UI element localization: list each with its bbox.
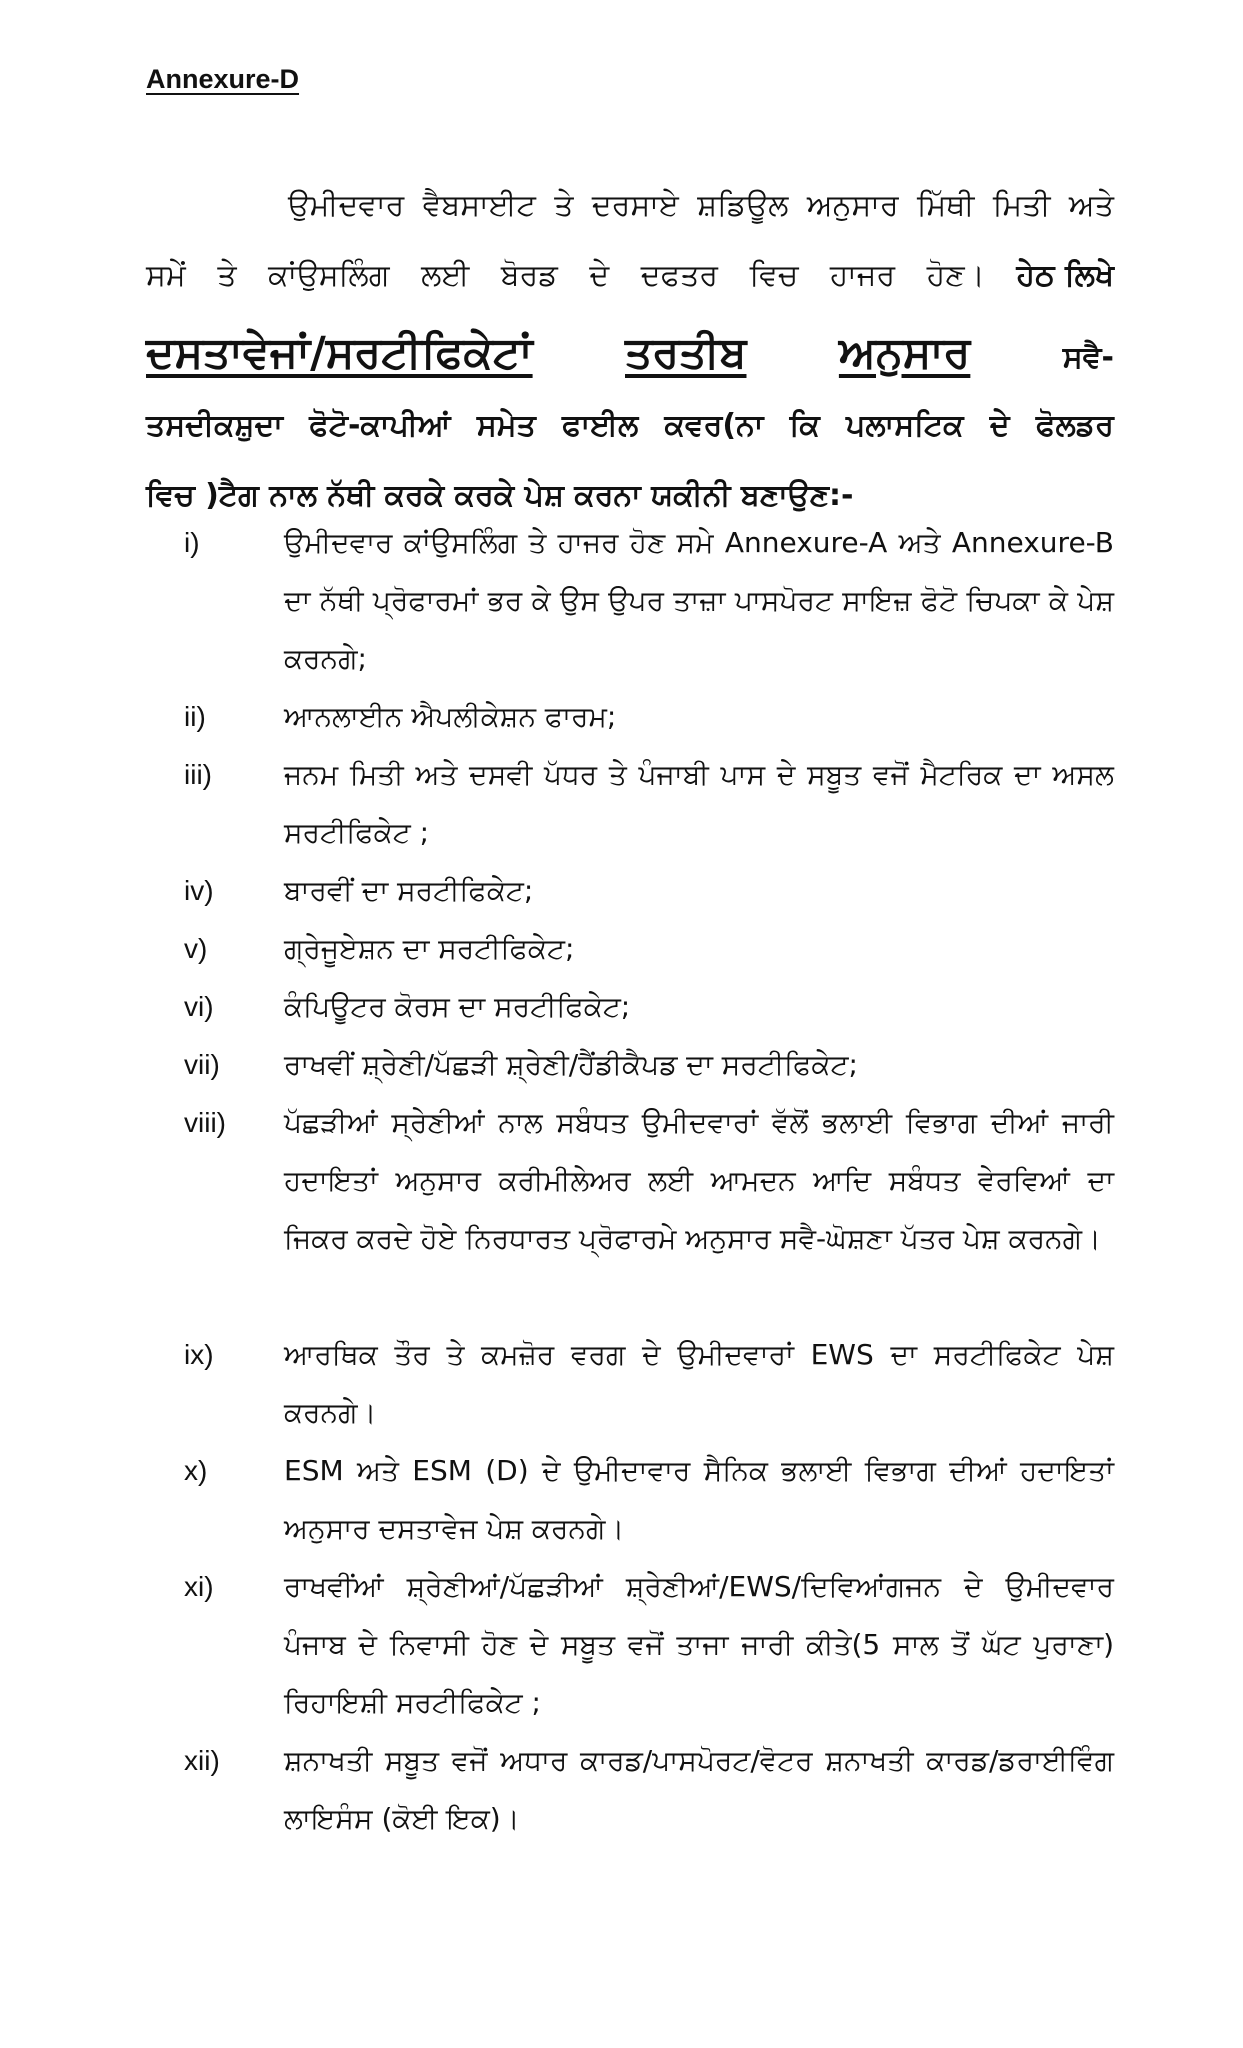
- list-item-number: xii): [184, 1745, 220, 1776]
- list-item-number: xi): [184, 1571, 214, 1602]
- intro-line-3: [146, 328, 1114, 408]
- list-item-number: iv): [184, 875, 214, 906]
- intro-word: ਦੇ: [989, 408, 1010, 443]
- intro-word: ਬੋਰਡ: [500, 258, 558, 293]
- list-item-number: vi): [184, 991, 214, 1022]
- list-item-number: iii): [184, 759, 212, 790]
- emphasis-heading-word: ਤਰਤੀਬ: [625, 328, 747, 378]
- intro-line-text: ਵਿਚ )ਟੈਗ ਨਾਲ ਨੱਥੀ ਕਰਕੇ ਕਰਕੇ ਪੇਸ਼ ਕਰਨਾ ਯਕੀਨੀ ਬਣਾਉਣ:-: [146, 478, 854, 513]
- intro-word: ਤਸਦੀਕਸ਼ੁਦਾ: [146, 408, 283, 443]
- intro-word: ਫੋਲਡਰ: [1035, 408, 1114, 443]
- intro-word: ਦੇ: [589, 258, 610, 293]
- intro-word: ਵਿਚ: [749, 258, 799, 293]
- intro-word: ਕਿ: [789, 408, 820, 443]
- intro-word: ਦਫਤਰ: [640, 258, 719, 293]
- list-item-text: ESM ਅਤੇ ESM (D) ਦੇ ਉਮੀਦਾਵਾਰ ਸੈਨਿਕ ਭਲਾਈ ਵਿਭਾਗ ਦੀਆਂ ਹਦਾਇਤਾਂ ਅਨੁਸਾਰ ਦਸਤਾਵੇਜ ਪੇਸ਼ ਕਰਨਗੇ।: [284, 1454, 1114, 1545]
- intro-word: ਅਤੇ: [1068, 188, 1114, 223]
- list-item-number: i): [184, 527, 200, 558]
- intro-word: ਵੈਬਸਾਈਟ: [422, 188, 536, 223]
- list-item-text: ਰਾਖਵੀਂ ਸ਼੍ਰੇਣੀ/ਪੱਛੜੀ ਸ਼੍ਰੇਣੀ/ਹੈਂਡੀਕੈਪਡ ਦਾ ਸਰਟੀਫਿਕੇਟ;: [284, 1048, 858, 1081]
- emphasis-heading-word: ਅਨੁਸਾਰ: [838, 328, 971, 378]
- list-item-number: v): [184, 933, 208, 964]
- list-item-number: ii): [184, 701, 206, 732]
- list-item-number: viii): [184, 1107, 226, 1138]
- intro-word: ਅਨੁਸਾਰ: [806, 188, 899, 223]
- annexure-title: Annexure-D: [146, 64, 300, 94]
- intro-word: ਤੇ: [554, 188, 574, 223]
- intro-line-2: [146, 258, 1114, 328]
- intro-word: ਹੋਣ।: [926, 258, 985, 293]
- list-item-text: ਬਾਰਵੀਂ ਦਾ ਸਰਟੀਫਿਕੇਟ;: [284, 874, 534, 907]
- intro-line-4: [146, 408, 1114, 478]
- intro-word: ਸਮੇਂ: [146, 258, 186, 293]
- intro-bold-phrase: ਹੇਠ ਲਿਖੇ: [1016, 258, 1114, 293]
- list-item-text: ਕੰਪਿਊਟਰ ਕੋਰਸ ਦਾ ਸਰਟੀਫਿਕੇਟ;: [284, 990, 631, 1023]
- intro-word: ਹਾਜਰ: [829, 258, 896, 293]
- intro-word: ਫੋਟੋ-ਕਾਪੀਆਂ: [309, 408, 451, 443]
- list-item-text: ਆਰਥਿਕ ਤੌਰ ਤੇ ਕਮਜ਼ੋਰ ਵਰਗ ਦੇ ਉਮੀਦਵਾਰਾਂ EWS ਦਾ ਸਰਟੀਫਿਕੇਟ ਪੇਸ਼ ਕਰਨਗੇ।: [284, 1338, 1114, 1429]
- intro-word: ਦਰਸਾਏ: [591, 188, 679, 223]
- list-item-text: ਆਨਲਾਈਨ ਐਪਲੀਕੇਸ਼ਨ ਫਾਰਮ;: [284, 700, 617, 733]
- list-item-number: ix): [184, 1339, 214, 1370]
- intro-paragraph: [146, 188, 1114, 548]
- intro-word: ਸਮੇਤ: [476, 408, 536, 443]
- list-item-text: ਜਨਮ ਮਿਤੀ ਅਤੇ ਦਸਵੀ ਪੱਧਰ ਤੇ ਪੰਜਾਬੀ ਪਾਸ ਦੇ ਸਬੂਤ ਵਜੋਂ ਮੈਟਰਿਕ ਦਾ ਅਸਲ ਸਰਟੀਫਿਕੇਟ ;: [284, 758, 1114, 849]
- intro-word: ਲਈ: [421, 258, 470, 293]
- intro-word: ਕਵਰ(ਨਾ: [664, 408, 764, 443]
- list-item-number: x): [184, 1455, 208, 1486]
- intro-word: ਮਿੱਥੀ: [916, 188, 975, 223]
- list-item-number: vii): [184, 1049, 220, 1080]
- intro-word: ਤੇ: [217, 258, 237, 293]
- list-item-text: ਗ੍ਰੇਜੂਏਸ਼ਨ ਦਾ ਸਰਟੀਫਿਕੇਟ;: [284, 932, 575, 965]
- intro-word: ਸ਼ਡਿਊਲ: [697, 188, 789, 223]
- list-item-text: ਉਮੀਦਵਾਰ ਕਾਂਉਸਲਿੰਗ ਤੇ ਹਾਜਰ ਹੋਣ ਸਮੇ Annexure-A ਅਤੇ Annexure-B ਦਾ ਨੱਥੀ ਪ੍ਰੋਫਾਰਮਾਂ ਭਰ ਕੇ ਉਸ ਉਪਰ ਤਾਜ਼ਾ ਪਾਸਪੋਰਟ ਸਾਇਜ਼ ਫੋਟੋ ਚਿਪਕਾ ਕੇ ਪੇਸ਼ ਕਰਨਗੇ;: [284, 526, 1114, 675]
- list-item-text: ਰਾਖਵੀਂਆਂ ਸ਼੍ਰੇਣੀਆਂ/ਪੱਛੜੀਆਂ ਸ਼੍ਰੇਣੀਆਂ/EWS/ਦਿਵਿਆਂਗਜਨ ਦੇ ਉਮੀਦਵਾਰ ਪੰਜਾਬ ਦੇ ਨਿਵਾਸੀ ਹੋਣ ਦੇ ਸਬੂਤ ਵਜੋਂ ਤਾਜਾ ਜਾਰੀ ਕੀਤੇ(5 ਸਾਲ ਤੋਂ ਘੱਟ ਪੁਰਾਣਾ) ਰਿਹਾਇਸ਼ੀ ਸਰਟੀਫਿਕੇਟ ;: [284, 1570, 1114, 1719]
- intro-word: ਫਾਈਲ: [562, 408, 639, 443]
- emphasis-heading-word: ਦਸਤਾਵੇਜਾਂ/ਸਰਟੀਫਿਕੇਟਾਂ: [146, 328, 533, 378]
- intro-bold-word: ਸਵੈ-: [1062, 340, 1114, 375]
- intro-word: ਉਮੀਦਵਾਰ: [288, 188, 405, 223]
- intro-word: ਕਾਂਉਸਲਿੰਗ: [268, 258, 390, 293]
- intro-word: ਮਿਤੀ: [992, 188, 1051, 223]
- list-item-text: ਸ਼ਨਾਖਤੀ ਸਬੂਤ ਵਜੋਂ ਅਧਾਰ ਕਾਰਡ/ਪਾਸਪੋਰਟ/ਵੋਟਰ ਸ਼ਨਾਖਤੀ ਕਾਰਡ/ਡਰਾਈਵਿੰਗ ਲਾਇਸੰਸ (ਕੋਈ ਇਕ)।: [284, 1744, 1114, 1835]
- intro-word: ਪਲਾਸਟਿਕ: [846, 408, 964, 443]
- list-item-text: ਪੱਛੜੀਆਂ ਸ੍ਰੇਣੀਆਂ ਨਾਲ ਸਬੰਧਤ ਉਮੀਦਵਾਰਾਂ ਵੱਲੋਂ ਭਲਾਈ ਵਿਭਾਗ ਦੀਆਂ ਜਾਰੀ ਹਦਾਇਤਾਂ ਅਨੁਸਾਰ ਕਰੀਮੀਲੇਅਰ ਲਈ ਆਮਦਨ ਆਦਿ ਸਬੰਧਤ ਵੇਰਵਿਆਂ ਦਾ ਜਿਕਰ ਕਰਦੇ ਹੋਏ ਨਿਰਧਾਰਤ ਪ੍ਰੋਫਾਰਮੇ ਅਨੁਸਾਰ ਸਵੈ-ਘੋਸ਼ਣਾ ਪੱਤਰ ਪੇਸ਼ ਕਰਨਗੇ।: [284, 1106, 1114, 1255]
- intro-line-1: [146, 188, 1114, 258]
